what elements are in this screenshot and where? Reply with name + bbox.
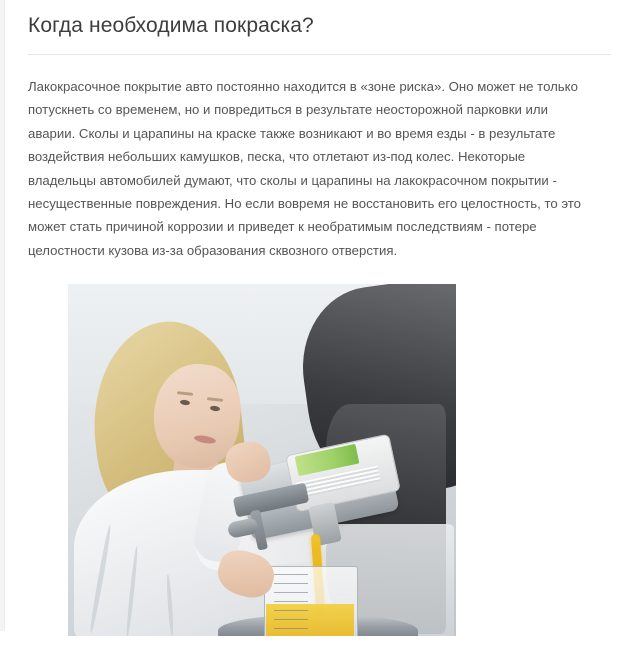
beaker-scale-markings (274, 574, 308, 634)
article-paragraph: Лакокрасочное покрытие авто постоянно находится в «зоне риска». Оно может не только потускнеть со временем, но и повредиться в результате неосторожной парковки или аварии. Сколы и царапины на краске также возникают и во время езды - в результате воздействия небольших камушков, песка, что отлетают из-под колес. Некоторые владельцы автомобилей думают, что сколы и царапины на лакокрасочном покрытии - несущественные повреждения. Но если вовремя не восстановить его целостность, то это может стать причиной коррозии и приведет к необратимым последствиям - потере целостности кузова из-за образования сквозного отверстия. (28, 79, 582, 258)
photo-illustration (68, 284, 456, 636)
article-image (68, 284, 456, 636)
article-content (28, 0, 613, 652)
page-left-margin-rule (0, 0, 5, 631)
page-title: Когда необходима покраска? (28, 14, 314, 37)
